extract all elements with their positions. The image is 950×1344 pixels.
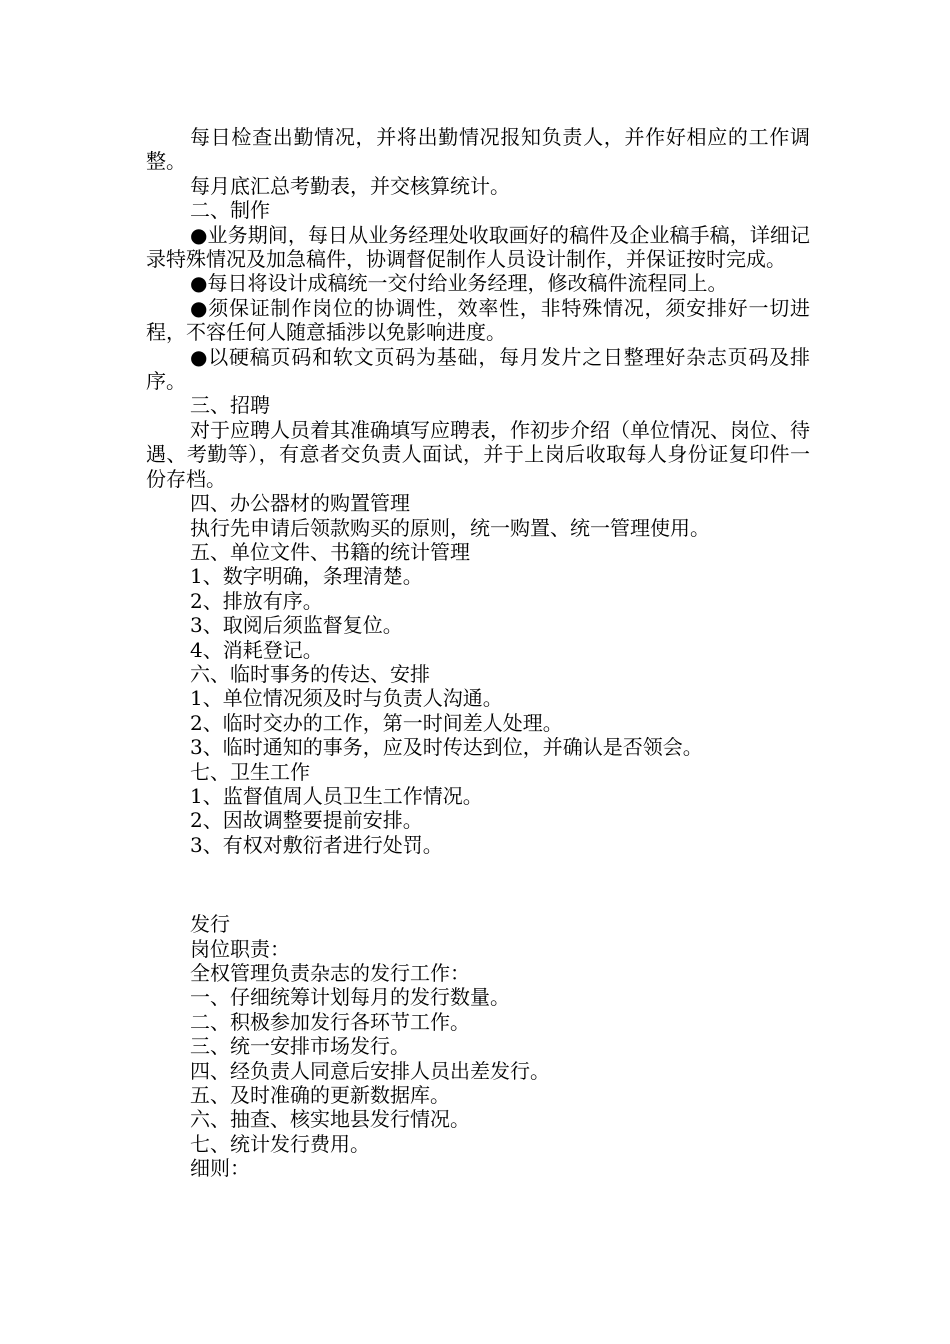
list-item: 3、取阅后须监督复位。 [190,613,403,638]
section-admin-duties [146,125,810,857]
section-heading: 七、卫生工作 [190,759,310,784]
section-spacer [146,857,810,912]
document-body [146,125,810,1181]
paragraph: 每月底汇总考勤表，并交核算统计。 [190,173,510,198]
bullet-paragraph: ●业务期间，每日从业务经理处收取画好的稿件及企业稿手稿，详细记录特殊情况及加急稿件，协调督促制作人员设计制作，并保证按时完成。 [146,222,810,272]
list-item: 4、消耗登记。 [190,637,323,662]
list-item: 1、监督值周人员卫生工作情况。 [190,783,483,808]
list-item: 二、积极参加发行各环节工作。 [190,1009,470,1034]
list-item: 五、及时准确的更新数据库。 [190,1083,450,1108]
subheading: 细则： [190,1156,250,1181]
list-item: 四、经负责人同意后安排人员出差发行。 [190,1058,550,1083]
list-item: 2、因故调整要提前安排。 [190,808,423,833]
section-heading: 四、办公器材的购置管理 [190,491,410,516]
list-item: 2、临时交办的工作，第一时间差人处理。 [190,710,563,735]
section-heading: 六、临时事务的传达、安排 [190,661,430,686]
paragraph: 对于应聘人员着其准确填写应聘表，作初步介绍（单位情况、岗位、待遇、考勤等），有意者交负责人面试，并于上岗后收取每人身份证复印件一份存档。 [146,417,810,491]
list-item: 一、仔细统筹计划每月的发行数量。 [190,985,510,1010]
list-item: 3、有权对敷衍者进行处罚。 [190,832,443,857]
list-item: 六、抽查、核实地县发行情况。 [190,1107,470,1132]
section-title: 发行 [190,912,230,937]
section-heading: 二、制作 [190,198,270,223]
paragraph: 全权管理负责杂志的发行工作： [190,961,470,985]
section-heading: 三、招聘 [190,393,270,418]
paragraph: 执行先申请后领款购买的原则，统一购置、统一管理使用。 [190,515,710,540]
bullet-paragraph: ●每日将设计成稿统一交付给业务经理，修改稿件流程同上。 [190,271,728,296]
list-item: 2、排放有序。 [190,588,323,613]
bullet-paragraph: ●须保证制作岗位的协调性，效率性，非特殊情况，须安排好一切进程，不容任何人随意插涉以免影响进度。 [146,295,810,345]
section-distribution [146,912,810,1180]
list-item: 1、数字明确，条理清楚。 [190,564,423,589]
list-item: 三、统一安排市场发行。 [190,1034,410,1059]
paragraph: 每日检查出勤情况，并将出勤情况报知负责人，并作好相应的工作调整。 [146,125,810,174]
bullet-paragraph: ●以硬稿页码和软文页码为基础，每月发片之日整理好杂志页码及排序。 [146,344,810,394]
list-item: 1、单位情况须及时与负责人沟通。 [190,686,503,711]
list-item: 3、临时通知的事务，应及时传达到位，并确认是否领会。 [190,735,703,760]
subheading: 岗位职责： [190,936,290,961]
list-item: 七、统计发行费用。 [190,1131,370,1156]
section-heading: 五、单位文件、书籍的统计管理 [190,539,470,564]
